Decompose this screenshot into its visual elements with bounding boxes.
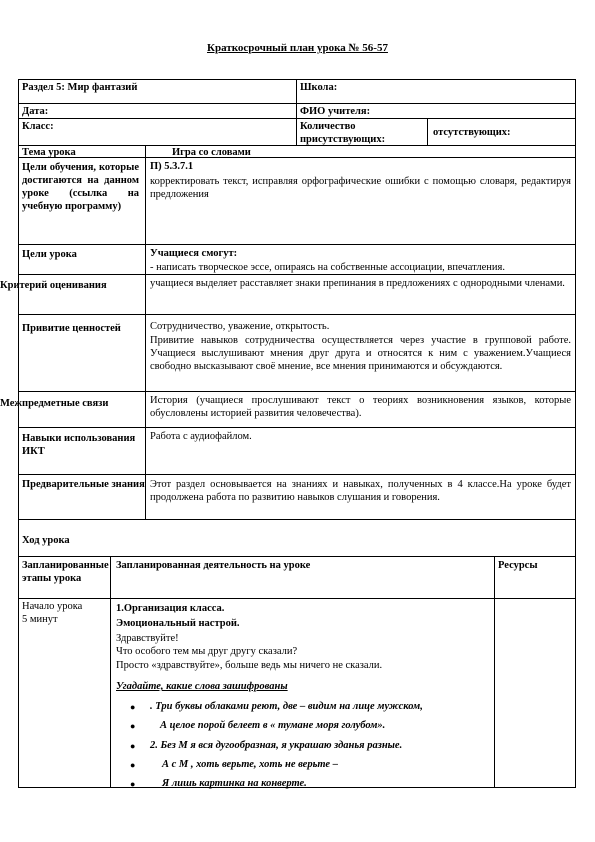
school-label: Школа:: [300, 82, 338, 93]
goals-code: П) 5.3.7.1: [150, 161, 194, 172]
topic-label: Тема урока: [22, 147, 76, 158]
criteria-label: Критерий оценивания: [0, 280, 107, 291]
list-item: 2. Без М я вся дугообразная, я украшаю зданья разные.: [150, 740, 403, 751]
values-text: Привитие навыков сотрудничества осуществляется через участие в групповой работе. Учащиеся выслушивают мнения друг друга и относятся к ним с уважением.Учащиеся свободно высказывают своё мнение, все мнения принимаются и обсуждаются.: [150, 335, 571, 372]
date-label: Дата:: [22, 106, 49, 117]
bullet-icon: ●: [130, 760, 136, 770]
col-activity: Запланированная деятельность на уроке: [116, 560, 311, 571]
prev-label: Предварительные знания: [22, 479, 145, 490]
bullet-icon: ●: [130, 702, 136, 712]
bullet-icon: ●: [130, 741, 136, 751]
lesson-goals-head: Учащиеся смогут:: [150, 248, 238, 259]
activity-title-1: 1.Организация класса.: [116, 603, 225, 614]
lesson-goals-text: - написать творческое эссе, опираясь на собственные ассоциации, впечатления.: [150, 262, 506, 273]
stage-name: Начало урока: [22, 601, 83, 612]
criteria-text: учащиеся выделяет расставляет знаки препинания в предложениях с однородными членами.: [150, 278, 565, 289]
activity-line-3: Просто «здравствуйте», больше ведь мы ничего не сказали.: [116, 660, 383, 671]
bullet-icon: ●: [130, 721, 136, 731]
bullet-icon: ●: [130, 779, 136, 789]
list-item: . Три буквы облаками реют, две – видим на лице мужском,: [150, 701, 423, 712]
activity-title-2: Эмоциональный настрой.: [116, 618, 240, 629]
topic-value: Игра со словами: [172, 147, 251, 158]
ict-label: Навыки использования ИКТ: [22, 433, 136, 457]
list-item: Я лишь картинка на конверте.: [162, 778, 307, 789]
activity-line-2: Что особого тем мы друг другу сказали?: [116, 646, 298, 657]
section-label: Раздел 5: Мир фантазий: [22, 82, 138, 93]
ict-text: Работа с аудиофайлом.: [150, 431, 252, 442]
col-stages: Запланированные этапы урока: [22, 560, 109, 584]
prev-text: Этот раздел основывается на знаниях и навыках, полученных в 4 классе.На уроке будет продолжена работа по развитию навыков слушания и говорения.: [150, 479, 571, 503]
inter-label: Межпредметные связи: [0, 398, 109, 409]
list-item: А с М , хоть верьте, хоть не верьте –: [162, 759, 338, 770]
page-title: Краткосрочный план урока № 56-57: [207, 42, 388, 54]
teacher-label: ФИО учителя:: [300, 106, 371, 117]
values-label: Привитие ценностей: [22, 323, 121, 334]
goals-text: корректировать текст, исправляя орфографические ошибки с помощью словаря, редактируя предложения: [150, 176, 571, 200]
course-heading: Ход урока: [22, 535, 70, 546]
lesson-goals-label: Цели урока: [22, 249, 77, 260]
stage-time: 5 минут: [22, 614, 58, 625]
goals-label: Цели обучения, которые достигаются на данном уроке (ссылка на учебную программу): [22, 162, 139, 212]
present-label: Количество присутствующих:: [300, 121, 386, 145]
activity-line-1: Здравствуйте!: [116, 633, 179, 644]
values-line1: Сотрудничество, уважение, открытость.: [150, 321, 330, 332]
col-resources: Ресурсы: [498, 560, 538, 571]
list-item: А целое порой белеет в « тумане моря голубом».: [160, 720, 386, 731]
absent-label: отсутствующих:: [433, 127, 511, 138]
inter-text: История (учащиеся прослушивают текст о теориях возникновения языков, которые обусловлены историей развития человечества).: [150, 395, 571, 419]
riddle-heading: Угадайте, какие слова зашифрованы: [116, 681, 288, 692]
class-label: Класс:: [22, 121, 54, 132]
